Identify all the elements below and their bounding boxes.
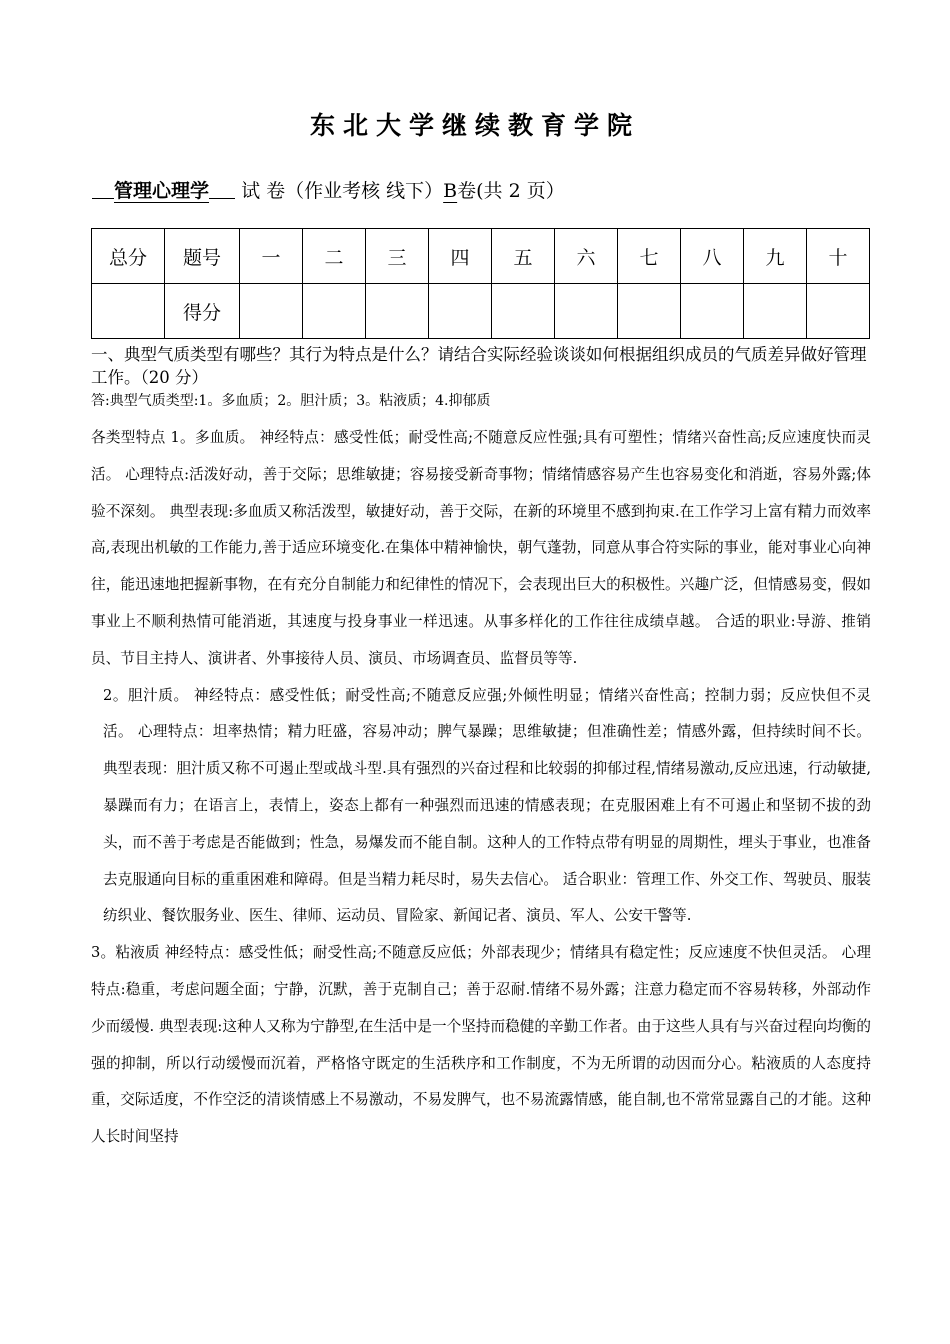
cell-score-q8 xyxy=(681,284,744,339)
cell-total-score xyxy=(92,284,165,339)
score-table-header-row xyxy=(92,229,870,284)
paragraph-choleric: 2。胆汁质。 神经特点：感受性低；耐受性高;不随意反应强;外倾性明显；情绪兴奋性高；控制力弱；反应快但不灵活。 心理特点：坦率热情；精力旺盛，容易冲动；脾气暴躁；思维敏捷；但准确性差；情感外露，但持续时间不长。 典型表现：胆汁质又称不可遏止型或战斗型.具有强烈的兴奋过程和比较弱的抑郁过程,情绪易激动,反应迅速，行动敏捷,暴躁而有力；在语言上，表情上，姿态上都有一种强烈而迅速的情感表现；在克服困难上有不可遏止和坚韧不拔的劲头，而不善于考虑是否能做到；性急，易爆发而不能自制。这种人的工作特点带有明显的周期性，埋头于事业，也准备去克服通向目标的重重困难和障碍。但是当精力耗尽时，易失去信心。 适合职业：管理工作、外交工作、驾驶员、服装纺织业、餐饮服务业、医生、律师、运动员、冒险家、新闻记者、演员、军人、公安干警等. xyxy=(103,686,871,925)
cell-score-q9 xyxy=(744,284,807,339)
score-table xyxy=(91,228,870,339)
cell-q7: 七 xyxy=(618,229,681,284)
page-title: 东北大学继续教育学院 xyxy=(309,111,640,140)
cell-question-label: 题号 xyxy=(165,229,240,284)
cell-q2: 二 xyxy=(303,229,366,284)
cell-score-q5 xyxy=(492,284,555,339)
cell-total-label: 总分 xyxy=(92,229,165,284)
cell-score-q2 xyxy=(303,284,366,339)
cell-q9: 九 xyxy=(744,229,807,284)
answer-heading: 答:典型气质类型:1。多血质；2。胆汁质；3。粘液质；4.抑郁质 xyxy=(91,393,491,409)
course-underline-right xyxy=(209,180,235,199)
cell-score-q3 xyxy=(366,284,429,339)
cell-q3: 三 xyxy=(366,229,429,284)
cell-q10: 十 xyxy=(807,229,870,284)
question-1: 一、典型气质类型有哪些？其行为特点是什么？请结合实际经验谈谈如何根据组织成员的气质差异做好管理工作。（20 分） xyxy=(91,345,867,387)
cell-score-q7 xyxy=(618,284,681,339)
answer-body xyxy=(91,420,871,1156)
cell-score-label: 得分 xyxy=(165,284,240,339)
page-count: 卷(共 2 页） xyxy=(457,180,565,202)
exam-subtitle xyxy=(92,176,565,203)
paragraph-phlegmatic: 3。粘液质 神经特点：感受性低；耐受性高;不随意反应低；外部表现少；情绪具有稳定性；反应速度不快但灵活。 心理特点:稳重，考虑问题全面；宁静，沉默，善于克制自己；善于忍耐.情绪不易外露；注意力稳定而不容易转移，外部动作少而缓慢. 典型表现:这种人又称为宁静型,在生活中是一个坚持而稳健的辛勤工作者。由于这些人具有与兴奋过程向均衡的强的抑制，所以行动缓慢而沉着，严格恪守既定的生活秩序和工作制度，不为无所谓的动因而分心。粘液质的人态度持重，交际适度，不作空泛的清谈情感上不易激动，不易发脾气，也不易流露情感，能自制,也不常常显露自己的才能。这种人长时间坚持 xyxy=(91,944,871,1146)
course-underline-left xyxy=(92,180,114,199)
paper-code: B xyxy=(443,180,458,202)
paragraph-sanguine: 各类型特点 1。多血质。 神经特点：感受性低；耐受性高;不随意反应性强;具有可塑性；情绪兴奋性高;反应速度快而灵活。 心理特点:活泼好动，善于交际；思维敏捷；容易接受新奇事物；情绪情感容易产生也容易变化和消逝，容易外露;体验不深刻。 典型表现:多血质又称活泼型，敏捷好动，善于交际，在新的环境里不感到拘束.在工作学习上富有精力而效率高,表现出机敏的工作能力,善于适应环境变化.在集体中精神愉快，朝气蓬勃，同意从事合符实际的事业，能对事业心向神往，能迅速地把握新事物，在有充分自制能力和纪律性的情况下，会表现出巨大的积极性。兴趣广泛，但情感易变，假如事业上不顺利热情可能消逝，其速度与投身事业一样迅速。从事多样化的工作往往成绩卓越。 合适的职业:导游、推销员、节目主持人、演讲者、外事接待人员、演员、市场调查员、监督员等等. xyxy=(91,429,871,667)
exam-type: 试 卷（作业考核 线下） xyxy=(241,180,444,202)
cell-score-q10 xyxy=(807,284,870,339)
cell-q4: 四 xyxy=(429,229,492,284)
cell-score-q6 xyxy=(555,284,618,339)
course-name: 管理心理学 xyxy=(114,180,210,202)
cell-q1: 一 xyxy=(240,229,303,284)
cell-q8: 八 xyxy=(681,229,744,284)
cell-q6: 六 xyxy=(555,229,618,284)
score-table-score-row xyxy=(92,284,870,339)
cell-score-q1 xyxy=(240,284,303,339)
cell-q5: 五 xyxy=(492,229,555,284)
cell-score-q4 xyxy=(429,284,492,339)
